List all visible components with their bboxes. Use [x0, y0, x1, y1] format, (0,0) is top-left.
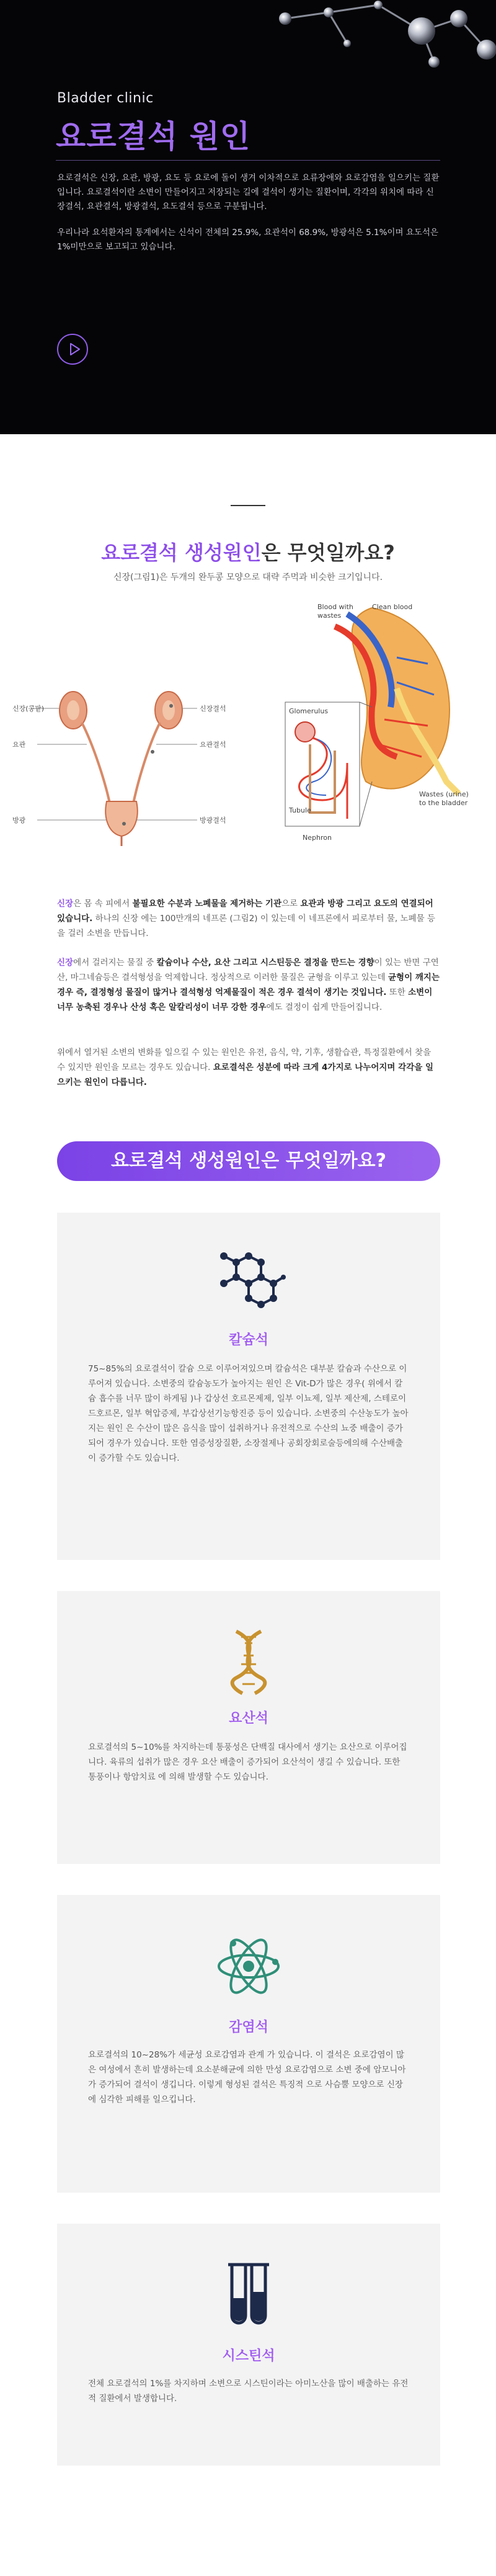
section-heading-highlight: 요로결석 생성원인 [101, 541, 262, 564]
hero-banner [0, 0, 496, 434]
label-ureter: 요관 [12, 741, 26, 749]
text-span: 에도 결정이 쉽게 만들어집니다. [266, 1002, 383, 1012]
card-title: 시스틴석 [222, 2348, 275, 2364]
card-body: 전체 요로결석의 1%를 차지하며 소변으로 시스틴이라는 아미노산을 많이 배출하는 유전적 질환에서 발생합니다. [88, 2379, 409, 2404]
label-ureter-stone: 요관결석 [200, 741, 226, 749]
emphasis-text: 소변이 너무 농축된 경우나 산성 혹은 알칼리성이 너무 강한 경우 [57, 987, 433, 1012]
text-span: 이 있는 반면 구연산, 마그네슘등은 결석형성을 억제합니다. 정상적으로 이러한 물질은 균형을 이루고 있는데 [57, 958, 439, 983]
hero-description [57, 171, 441, 266]
clinic-subtitle: Bladder clinic [57, 91, 154, 106]
urinary-system-figure [0, 595, 496, 881]
kidney-term: 신장 [57, 958, 74, 968]
label-kidney: 신장(콩팥) [12, 705, 45, 713]
label-tubule: Tubule [289, 806, 311, 814]
cause-section [0, 434, 496, 1141]
text-span: 으로 [281, 899, 301, 909]
section-heading [0, 537, 496, 566]
play-button[interactable] [57, 334, 88, 365]
text-span: 또한 [386, 987, 409, 997]
page-title: 요로결석 원인 [56, 118, 251, 154]
card-body: 요로결석의 10~28%가 세균성 요로감염과 관계 가 있습니다. 이 결석은 요로감염이 많은 여성에서 흔히 발생하는데 요소분해균에 의한 만성 요로감염으로 소변 중에 암모니아가 증가되어 결석이 생깁니다. 이렇게 형성된 결석은 특징적 으로 사슴뿔 모양으로 신장에 심각한 피해를 일으킵니다. [88, 2050, 406, 2105]
text-span: 하나의 신장 에는 100만개의 네프론 (그림2) 이 있는데 이 네프론에서 피로부터 물, 노폐물 등을 걸러 소변을 만듭니다. [57, 914, 435, 938]
text-span: 위에서 열거된 소변의 변화를 일으킬 수 있는 원인은 유전, 음식, 약, 기후, 생활습관, 특정질환에서 찾을 수 있지만 원인을 모르는 경우도 있습니다. [57, 1048, 432, 1072]
label-to-bladder: to the bladder [419, 799, 468, 807]
label-clean-blood: Clean blood [372, 603, 413, 611]
label-nephron: Nephron [303, 834, 332, 842]
emphasis-text: 요로결석은 성분에 따라 크게 4가지로 나누어지며 각각을 일으키는 원인이 다릅니다. [57, 1063, 434, 1087]
text-span: 은 몸 속 피에서 [73, 899, 133, 909]
label-wastes-urine: Wastes (urine) [419, 790, 469, 798]
play-icon [68, 343, 81, 355]
kidney-paragraph [57, 896, 440, 941]
label-bladder: 방광 [12, 816, 26, 824]
card-title: 감염석 [229, 2020, 268, 2035]
cause-paragraph [57, 1045, 440, 1090]
card-title: 칼슘석 [229, 1332, 268, 1348]
crystal-paragraph [57, 955, 440, 1015]
card-body: 요로결석의 5~10%를 차지하는데 통풍성은 단백질 대사에서 생기는 요산으로 이루어집니다. 육류의 섭취가 많은 경우 요산 배출이 증가되어 요산석이 생길 수 있습니다. 또한 통풍이나 항암치료 에 의해 발생할 수도 있습니다. [88, 1742, 407, 1782]
section-lead: 신장(그림1)은 두개의 완두콩 모양으로 대략 주먹과 비슷한 크기입니다. [113, 573, 383, 582]
card-body: 75~85%의 요로결석이 칼슘 으로 이루어져있으며 칼슘석은 대부분 칼슘과 수산으로 이루어져 있습니다. 소변중의 칼슘농도가 높아지는 원인 은 Vit-D가 많은 경우( 위에서 칼슘 흡수를 너무 많이 하게됨 )나 갑상선 호르몬제제, 일부 이뇨제, 일부 제산제, 스테로이드호르몬, 일부 혁압증제, 부갑상선기능항진증 등이 있습니다. 소변중의 수산농도가 높아지는 원인 은 수산이 많은 음식을 많이 섭취하거나 유전적으로 수산의 뇨중 배출이 증가되어 경우가 있습니다. 또한 염증성장질환, 소장절제나 공회장회로술등에의해 수산배출이 증가할 수도 있습니다. [88, 1364, 409, 1463]
emphasis-text: 칼슘이나 수산, 요산 그리고 시스틴등은 결정을 만드는 경향 [156, 958, 374, 968]
hero-divider [56, 160, 440, 161]
label-glomerulus: Glomerulus [289, 707, 329, 715]
urinary-diagram [37, 692, 197, 846]
kidney-term: 신장 [57, 899, 74, 909]
stone-types-heading: 요로결석 생성원인은 무엇일까요? [57, 1141, 440, 1181]
card-title: 요산석 [229, 1711, 268, 1726]
hero-paragraph-1: 요로결석은 신장, 요관, 방광, 요도 등 요로에 돌이 생겨 이차적으로 요류장애와 요로감염을 일으키는 질환입니다. 요로결석이란 소변이 만들어지고 저장되는 길에 결석이 생기는 질환이며, 각각의 위치에 따라 신장결석, 요관결석, 방광결석, 요도결석 등으로 구분됩니다. [57, 173, 440, 212]
label-wastes: wastes [317, 612, 342, 620]
emphasis-text: 균형이 깨지는 경우 즉, 결정형성 물질이 많거나 결석형성 억제물질이 적은 경우 결석이 생기는 것입니다. [57, 973, 440, 997]
emphasis-text: 불필요한 수분과 노폐물을 제거하는 기관 [132, 899, 282, 909]
label-kidney-stone: 신장결석 [200, 705, 226, 713]
page-spacer [0, 1141, 496, 2576]
label-blood-with: Blood with [317, 603, 353, 611]
hero-paragraph-2: 우리나라 요석환자의 통계에서는 신석이 전체의 25.9%, 요관석이 68.9%, 방광석은 5.1%이며 요도석은 1%미만으로 보고되고 있습니다. [57, 228, 438, 252]
molecule-decoration-icon [273, 0, 496, 87]
emphasis-text: 요관과 방광 그리고 요도의 연결되어 있습니다. [57, 899, 433, 924]
text-span: 에서 걸러지는 물질 중 [73, 958, 157, 968]
label-bladder-stone: 방광결석 [200, 816, 226, 824]
section-heading-rest: 은 무엇일까요? [261, 541, 395, 564]
section-rule [231, 505, 265, 506]
